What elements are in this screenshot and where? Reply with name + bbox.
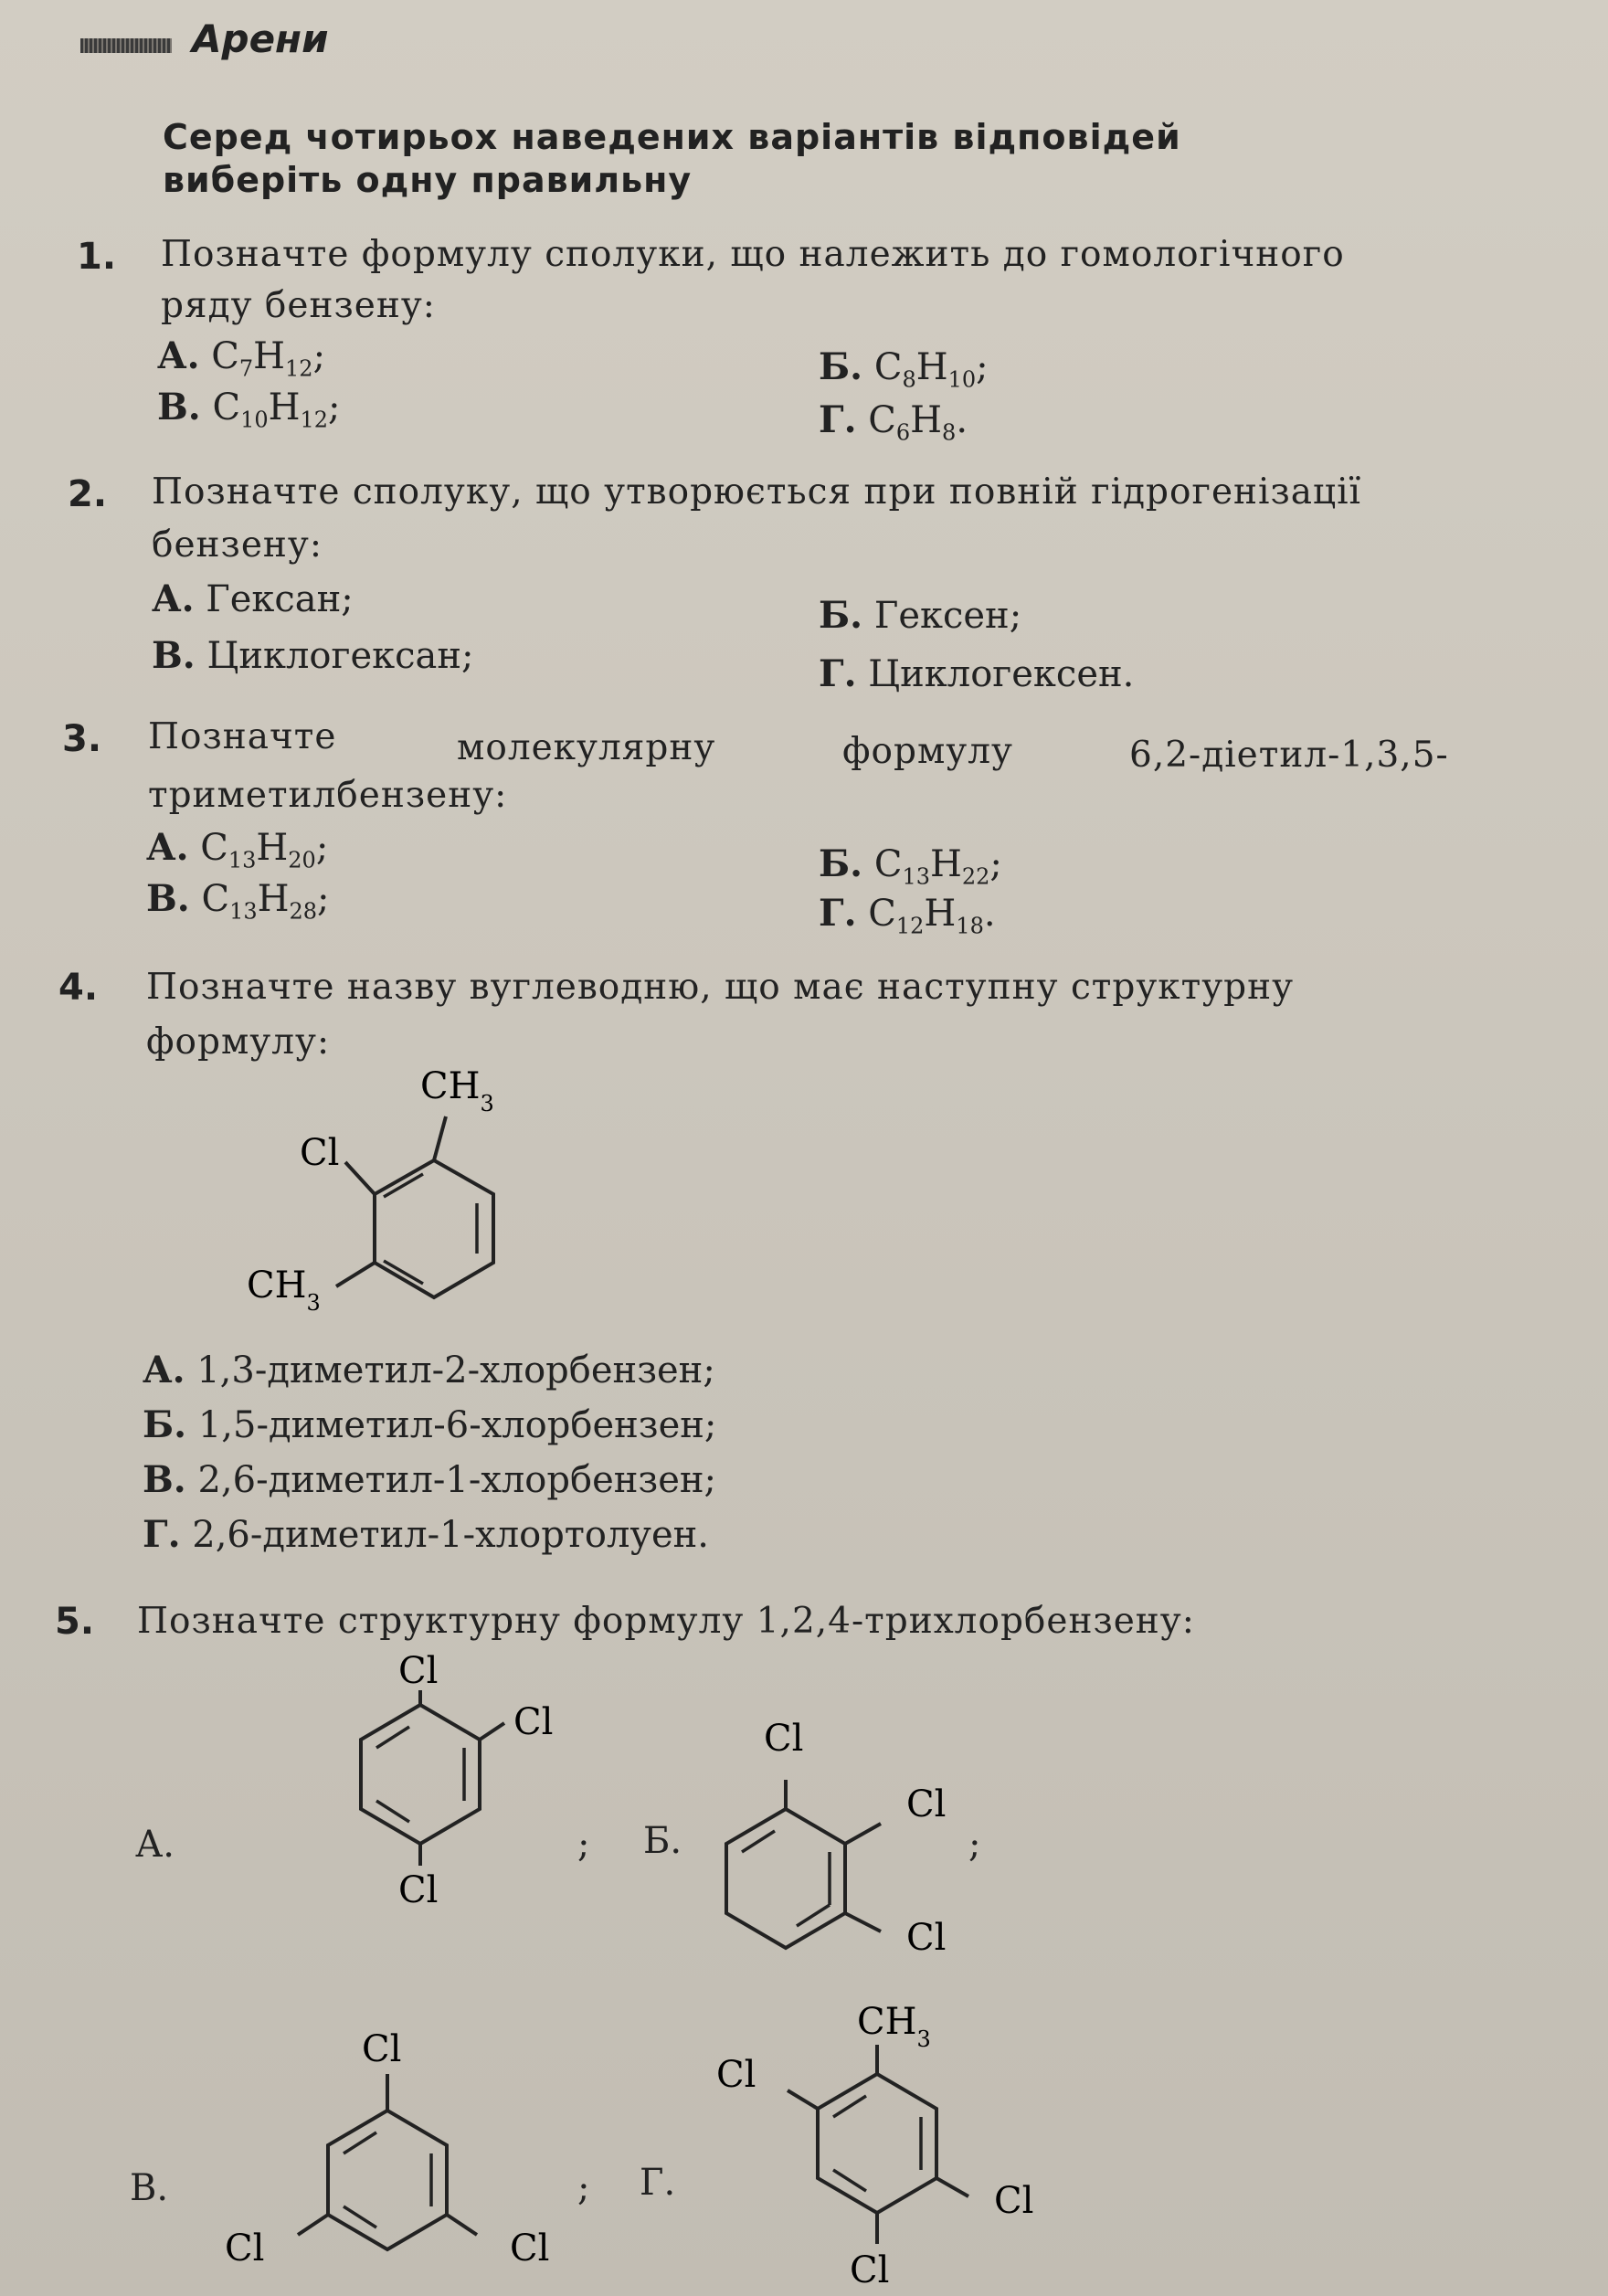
q5-option-b-separator: ; xyxy=(968,1824,981,1866)
q4-number: 4. xyxy=(58,967,99,1009)
q5-option-a-separator: ; xyxy=(577,1824,590,1866)
q4-structure xyxy=(238,1060,530,1334)
instruction-line-1: Серед чотирьох наведених варіантів відповідей xyxy=(163,117,1181,157)
instruction-line-2: виберіть одну правильну xyxy=(163,160,693,200)
q5-option-v-structure[interactable] xyxy=(210,2019,585,2293)
q4-option-g[interactable]: Г. 2,6-диметил-1-хлортолуен. xyxy=(143,1513,710,1556)
q5-option-g-letter[interactable]: Г. xyxy=(640,2162,676,2204)
q2-option-b[interactable]: Б. Гексен; xyxy=(819,594,1022,637)
q3-option-g[interactable]: Г. $C_{12}H_{18}$. xyxy=(819,892,996,939)
q5-b-cl-right: Cl xyxy=(906,1783,947,1825)
q3-word-2: молекулярну xyxy=(457,727,716,768)
q4-text-line-2: формулу: xyxy=(146,1021,331,1063)
q1-option-g[interactable]: Г. $C_6H_8$. xyxy=(819,398,968,446)
q4-ch3-bottom-label: $CH_3$ xyxy=(247,1264,321,1316)
q4-option-a[interactable]: А. 1,3-диметил-2-хлорбензен; xyxy=(143,1349,715,1391)
q1-option-b[interactable]: Б. $C_8H_{10}$; xyxy=(819,345,989,393)
q3-number: 3. xyxy=(62,718,102,760)
q2-option-a[interactable]: А. Гексан; xyxy=(152,577,354,620)
q3-word-3: формулу xyxy=(842,731,1013,772)
q3-text-line-2: триметилбензену: xyxy=(148,775,508,816)
q1-number: 1. xyxy=(77,236,117,278)
q2-number: 2. xyxy=(68,473,108,515)
q2-option-g[interactable]: Г. Циклогексен. xyxy=(819,652,1135,695)
q5-option-a-structure[interactable] xyxy=(311,1650,585,1979)
q1-option-v[interactable]: В. $C_{10}H_{12}$; xyxy=(157,386,341,433)
q5-g-cl-left: Cl xyxy=(716,2054,756,2096)
q1-text-line-2: ряду бензену: xyxy=(161,285,436,326)
q5-v-cl-left: Cl xyxy=(225,2227,265,2270)
q3-option-b[interactable]: Б. $C_{13}H_{22}$; xyxy=(819,842,1002,890)
section-title: Арени xyxy=(192,16,329,61)
q1-option-a[interactable]: А. $C_7H_{12}$; xyxy=(157,334,326,382)
q4-option-b[interactable]: Б. 1,5-диметил-6-хлорбензен; xyxy=(143,1403,717,1446)
q5-b-cl-bottom: Cl xyxy=(906,1917,947,1959)
q5-g-cl-right: Cl xyxy=(994,2180,1034,2222)
q5-option-v-letter[interactable]: В. xyxy=(130,2167,169,2209)
q5-b-cl-top: Cl xyxy=(764,1718,804,1760)
q5-option-g-structure[interactable] xyxy=(704,1973,1106,2293)
q5-g-cl-bottom: Cl xyxy=(850,2249,890,2291)
q5-a-cl-top: Cl xyxy=(398,1650,439,1692)
q5-text: Позначте структурну формулу 1,2,4-трихлорбензену: xyxy=(137,1601,1195,1642)
q5-number: 5. xyxy=(55,1601,95,1643)
section-marker xyxy=(80,38,172,53)
q2-text-line-1: Позначте сполуку, що утворюється при повній гідрогенізації xyxy=(152,471,1362,513)
q3-option-v[interactable]: В. $C_{13}H_{28}$; xyxy=(146,877,330,925)
q5-v-cl-top: Cl xyxy=(362,2028,402,2070)
q5-option-b-structure[interactable] xyxy=(713,1709,1005,1973)
q4-cl-label: Cl xyxy=(300,1132,340,1174)
q3-word-4: 6,2-діетил-1,3,5- xyxy=(1129,735,1449,776)
q2-option-v[interactable]: В. Циклогексан; xyxy=(152,634,474,677)
q5-v-cl-right: Cl xyxy=(510,2227,550,2270)
q2-text-line-2: бензену: xyxy=(152,524,323,566)
q5-option-a-letter[interactable]: А. xyxy=(135,1824,175,1866)
q5-a-cl-bottom: Cl xyxy=(398,1869,439,1911)
q5-a-cl-right: Cl xyxy=(513,1701,554,1743)
q1-text-line-1: Позначте формулу сполуки, що належить до гомологічного xyxy=(161,234,1345,275)
q4-option-v[interactable]: В. 2,6-диметил-1-хлорбензен; xyxy=(143,1458,717,1501)
q5-option-v-separator: ; xyxy=(577,2167,590,2209)
q3-option-a[interactable]: А. $C_{13}H_{20}$; xyxy=(146,826,329,873)
q5-g-ch3-label: $CH_3$ xyxy=(857,2001,931,2052)
q4-ch3-top-label: $CH_3$ xyxy=(420,1065,494,1116)
q3-word-1: Позначте xyxy=(148,716,337,757)
q5-option-b-letter[interactable]: Б. xyxy=(643,1820,682,1862)
q4-text-line-1: Позначте назву вуглеводню, що має наступну структурну xyxy=(146,967,1295,1008)
